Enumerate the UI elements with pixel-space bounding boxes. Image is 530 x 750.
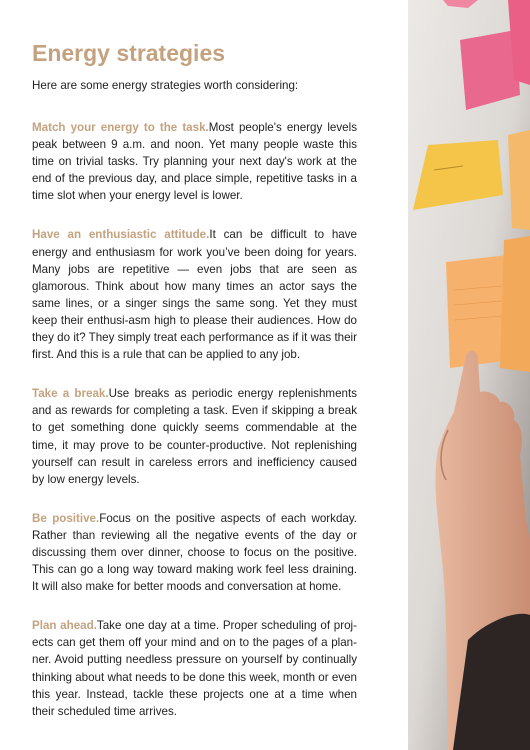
sticky-notes-photo	[408, 0, 530, 750]
section-match-energy	[32, 119, 357, 204]
section-body: Most people's energy levels peak between 9 a.m. and noon. Yet many people waste this time on trivial tasks. Try planning your next day's work at the end of the previous day, and place simple, repetitive tasks in a time slot when your energy level is lower.	[32, 121, 357, 203]
section-take-break	[32, 385, 357, 488]
section-heading: Plan ahead.	[32, 619, 97, 633]
section-heading: Match your energy to the task.	[32, 121, 209, 134]
section-heading: Have an enthusiastic attitude.	[32, 228, 210, 242]
section-body: Use breaks as periodic energy replenishments and as rewards for completing a task. Even if skipping a break to get something done quickly seems commendable at the time, it may prove to be counter-productive. Not replenishing yourself can result in careless errors and inefficiency caused by low energy levels.	[32, 387, 358, 486]
intro-text: Here are some energy strategies worth considering:	[32, 79, 299, 92]
section-be-positive	[32, 510, 357, 595]
page-title: Energy strategies	[32, 40, 226, 66]
section-plan-ahead	[32, 617, 357, 720]
section-heading: Take a break.	[32, 387, 109, 401]
photo-illustration	[408, 0, 530, 750]
section-body: Focus on the positive aspects of each workday. Rather than reviewing all the negative events of the day or discussing them over dinner, choose to focus on the positive. This can go a long way toward making work feel less draining. It will also make for better moods and conversation at home.	[32, 511, 357, 594]
section-heading: Be positive.	[32, 511, 100, 525]
section-enthusiastic-attitude	[32, 226, 357, 363]
text-column	[32, 40, 357, 742]
section-body: Take one day at a time. Proper scheduling of proj-ects can get them off your mind and on to the pages of a plan-ner. Avoid putting needless pressure on yourself by continually thinking about what needs to be done this week, month or even this year. Instead, tackle these projects one at a time when their scheduled time arrives.	[32, 619, 357, 718]
section-body: It can be difficult to have energy and enthusiasm for work you’ve been doing for years. Many jobs are repetitive — even jobs that are seen as glamorous. Think about how many times an actor says the same lines, or a singer sings the same song. Yet they must keep their enthusi-asm high to please their audiences. How do they do it? They simply treat each performance as if it was their first. And this is a rule that can be applied to any job.	[32, 228, 357, 362]
